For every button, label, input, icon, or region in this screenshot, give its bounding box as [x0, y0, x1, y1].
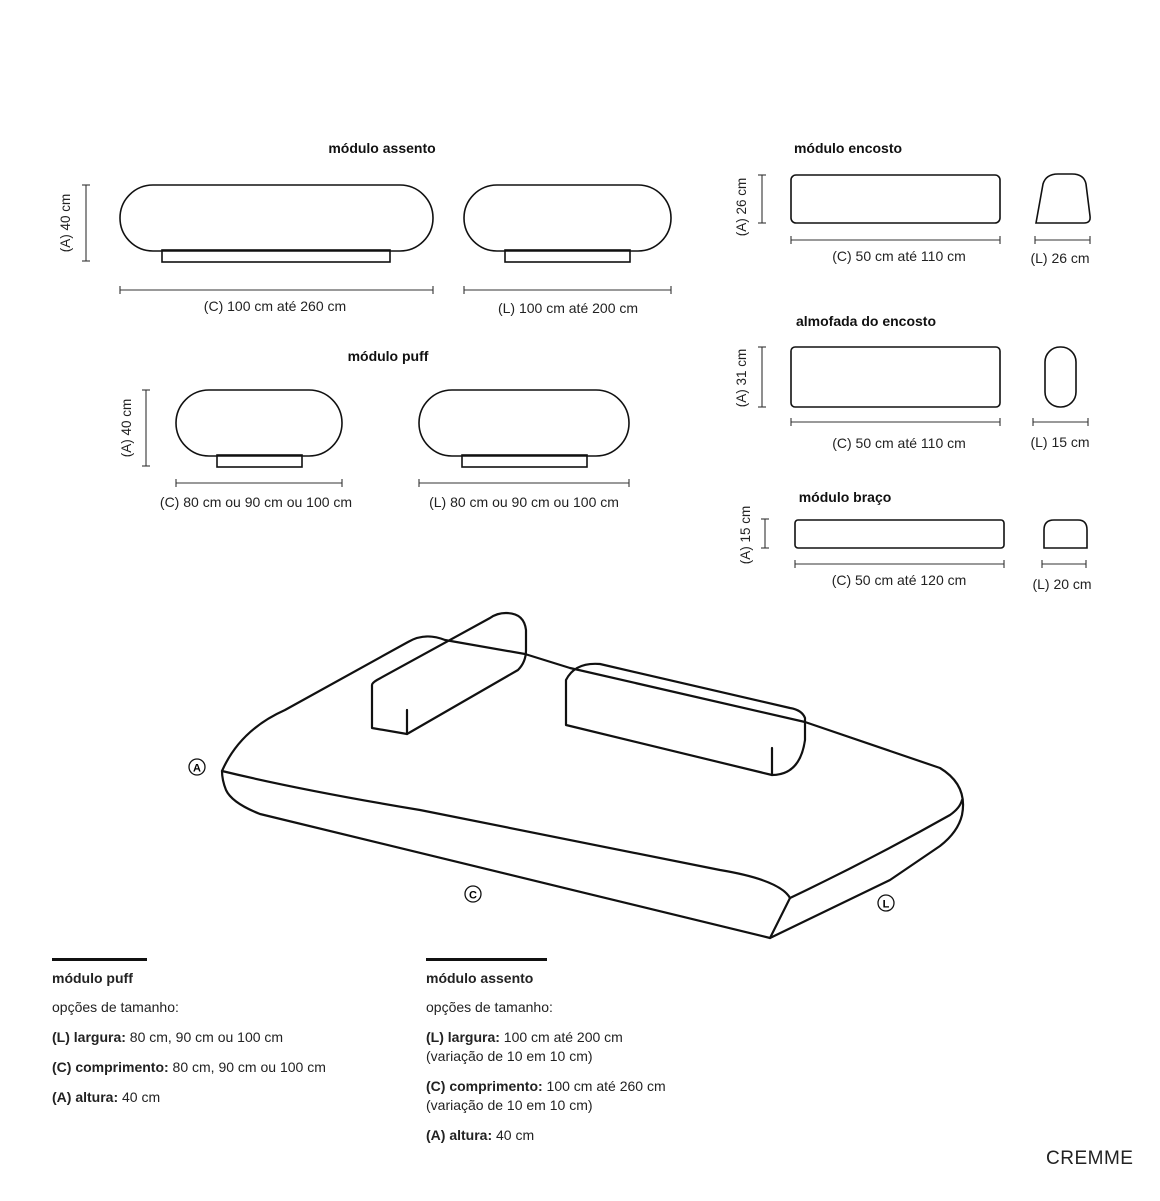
puff-spec-width: (L) largura: 80 cm, 90 cm ou 100 cm [52, 1029, 284, 1045]
assento-height-dim [58, 185, 90, 261]
braco-title: módulo braço [798, 489, 892, 505]
svg-text:(C) 50 cm até 110 cm: (C) 50 cm até 110 cm [832, 435, 966, 451]
svg-text:(C) 50 cm até 120 cm: (C) 50 cm até 120 cm [831, 572, 967, 588]
svg-text:(A) 31 cm: (A) 31 cm [734, 348, 749, 408]
puff-width-dim [419, 479, 629, 510]
braco-profile-view [1044, 520, 1087, 548]
assento-side-view [120, 185, 433, 262]
svg-text:(A) 26 cm: (A) 26 cm [734, 177, 749, 237]
svg-text:(L) 20 cm: (L) 20 cm [1032, 576, 1092, 592]
svg-text:L: L [882, 898, 890, 911]
label-l-marker [878, 895, 894, 911]
svg-text:(A) 40 cm: (A) 40 cm [58, 193, 73, 253]
assento-width-dim [464, 286, 671, 316]
label-c-marker [465, 886, 481, 902]
puff-side-view [176, 390, 342, 467]
encosto-side-view [791, 175, 1000, 223]
svg-text:(A) 15 cm: (A) 15 cm [738, 505, 753, 565]
svg-text:C: C [469, 889, 477, 902]
braco-height-dim [738, 506, 769, 565]
puff-spec-title: módulo puff [52, 970, 133, 986]
braco-width-dim [1032, 560, 1091, 592]
svg-text:A: A [193, 762, 201, 775]
divider [426, 958, 547, 961]
almofada-profile-view [1045, 347, 1076, 407]
assento-spec-block [426, 958, 786, 1156]
assento-spec-length: (C) comprimento: 100 cm até 260 cm (variação de 10 em 10 cm) [426, 1078, 666, 1113]
puff-front-view [419, 390, 629, 467]
assento-spec-width: (L) largura: 100 cm até 200 cm (variação de 10 em 10 cm) [426, 1029, 623, 1064]
svg-text:(L) 80 cm ou 90 cm ou 100 cm: (L) 80 cm ou 90 cm ou 100 cm [429, 494, 619, 510]
assento-length-dim [120, 286, 433, 314]
assento-front-view [464, 185, 671, 262]
braco-length-dim [795, 560, 1004, 588]
divider [52, 958, 147, 961]
svg-text:(L) 26 cm: (L) 26 cm [1030, 250, 1090, 266]
puff-spec-block [52, 958, 412, 1118]
assento-title: módulo assento [328, 140, 436, 156]
svg-text:(A) 40 cm: (A) 40 cm [119, 398, 134, 458]
puff-spec-intro: opções de tamanho: [52, 999, 179, 1015]
almofada-height-dim [734, 347, 766, 407]
puff-spec-length: (C) comprimento: 80 cm, 90 cm ou 100 cm [52, 1059, 326, 1075]
almofada-title: almofada do encosto [795, 313, 937, 329]
brand-logo: CREMME [1046, 1148, 1134, 1169]
svg-text:(C) 100 cm até 260 cm: (C) 100 cm até 260 cm [203, 298, 347, 314]
svg-text:(C) 50 cm até 110 cm: (C) 50 cm até 110 cm [832, 248, 966, 264]
encosto-profile-view [1036, 174, 1090, 223]
encosto-length-dim [791, 236, 1000, 264]
almofada-length-dim [791, 418, 1000, 451]
encosto-width-dim [1030, 236, 1090, 266]
encosto-title: módulo encosto [793, 140, 903, 156]
almofada-width-dim [1030, 418, 1089, 450]
svg-text:(L) 100 cm até 200 cm: (L) 100 cm até 200 cm [497, 300, 639, 316]
puff-length-dim [160, 479, 352, 510]
puff-title: módulo puff [347, 348, 429, 364]
assento-spec-title: módulo assento [426, 970, 534, 986]
encosto-height-dim [734, 175, 766, 236]
puff-height-dim [119, 390, 150, 466]
label-a-marker [189, 759, 205, 775]
sofa-perspective [222, 613, 963, 938]
puff-spec-height: (A) altura: 40 cm [52, 1089, 161, 1105]
almofada-side-view [791, 347, 1000, 407]
svg-text:(C) 80 cm ou 90 cm ou 100 cm: (C) 80 cm ou 90 cm ou 100 cm [159, 494, 353, 510]
svg-text:(L) 15 cm: (L) 15 cm [1030, 434, 1090, 450]
braco-side-view [795, 520, 1004, 548]
assento-spec-height: (A) altura: 40 cm [426, 1127, 535, 1143]
assento-spec-intro: opções de tamanho: [426, 999, 553, 1015]
